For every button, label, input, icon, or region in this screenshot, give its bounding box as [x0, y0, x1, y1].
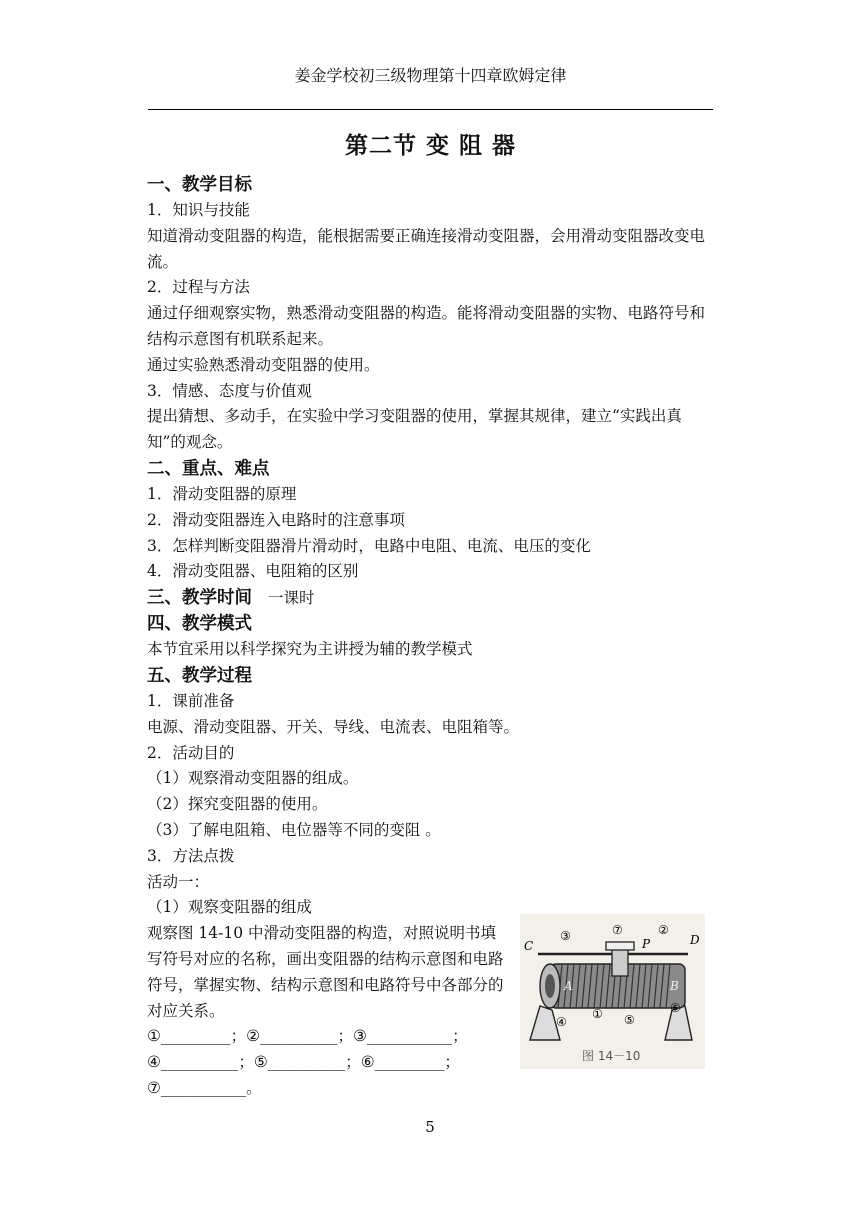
activity-goal-item: （3）了解电阻箱、电位器等不同的变阻 。: [147, 820, 441, 839]
key-point-item: 2．滑动变阻器连入电路时的注意事项: [147, 510, 405, 529]
heading-key-points: 二、重点、难点: [147, 458, 270, 479]
activity-goal-item: （1）观察滑动变阻器的组成。: [147, 769, 359, 788]
section-title: 第二节 变 阻 器: [344, 133, 517, 159]
goal-2-text-b: 通过实验熟悉滑动变阻器的使用。: [147, 355, 380, 374]
goal-2-text-a: 通过仔细观察实物，熟悉滑动变阻器的构造。能将滑动变阻器的实物、电路符号和结构示意图有机联系起来。: [147, 304, 706, 348]
label-1: ①: [592, 1007, 603, 1021]
rheostat-illustration: [520, 914, 705, 1069]
label-6: ⑥: [670, 1001, 681, 1015]
label-4: ④: [556, 1015, 567, 1029]
fill-blank-line-3: ⑦___________。: [147, 1078, 262, 1097]
label-2: ②: [658, 923, 669, 937]
step-2-label: 2．活动目的: [147, 743, 235, 762]
label-d: D: [690, 933, 700, 947]
step-1-text: 电源、滑动变阻器、开关、导线、电流表、电阻箱等。: [147, 717, 520, 736]
goal-1-text: 知道滑动变阻器的构造，能根据需要正确连接滑动变阻器，会用滑动变阻器改变电流。: [147, 226, 706, 271]
teaching-time-value: 一课时: [268, 589, 315, 608]
goal-2-label: 2．过程与方法: [147, 278, 250, 297]
activity-one-label: 活动一：: [147, 872, 210, 891]
heading-teaching-process: 五、教学过程: [147, 665, 252, 686]
label-3: ③: [560, 929, 571, 943]
label-a: A: [564, 979, 573, 993]
label-p: P: [642, 937, 651, 951]
teaching-time-label: 三、教学时间: [147, 588, 252, 609]
rheostat-figure: [520, 914, 705, 1069]
activity-one-sub: （1）观察变阻器的组成: [147, 898, 312, 917]
heading-teaching-goals: 一、教学目标: [147, 175, 252, 195]
page-header: 姜金学校初三级物理第十四章欧姆定律: [294, 66, 567, 85]
goal-1-label: 1．知识与技能: [147, 201, 250, 219]
figure-caption: 图 14－10: [582, 1049, 641, 1063]
observe-instructions: 观察图 14-10 中滑动变阻器的构造，对照说明书填写符号对应的名称，画出变阻器的结构示意图和电路符号，掌握实物、结构示意图和电路符号中各部分的对应关系。: [147, 924, 504, 1020]
heading-teaching-mode: 四、教学模式: [147, 614, 252, 635]
fill-blank-line-1: ①_________；②__________；③___________；: [147, 1027, 468, 1046]
step-3-label: 3．方法点拨: [147, 846, 235, 865]
header-divider: [148, 109, 713, 110]
teaching-mode-text: 本节宜采用以科学探究为主讲授为辅的教学模式: [147, 640, 473, 659]
heading-teaching-time: [147, 585, 717, 611]
key-point-item: 3．怎样判断变阻器滑片滑动时，电路中电阻、电流、电压的变化: [147, 536, 591, 555]
activity-goal-item: （2）探究变阻器的使用。: [147, 795, 328, 814]
label-b: B: [670, 979, 679, 993]
fill-blank-line-2: ④__________；⑤__________；⑥_________；: [147, 1053, 460, 1072]
step-1-label: 1．课前准备: [147, 691, 235, 710]
goal-3-label: 3．情感、态度与价值观: [147, 381, 312, 400]
label-7: ⑦: [612, 923, 623, 937]
goal-3-text: 提出猜想、多动手，在实验中学习变阻器的使用，掌握其规律，建立“实践出真知”的观念。: [147, 407, 682, 452]
key-point-item: 1．滑动变阻器的原理: [147, 484, 297, 503]
key-point-item: 4．滑动变阻器、电阻箱的区别: [147, 562, 359, 581]
label-5: ⑤: [624, 1013, 635, 1027]
label-c: C: [524, 939, 534, 953]
page-number: 5: [425, 1118, 435, 1136]
